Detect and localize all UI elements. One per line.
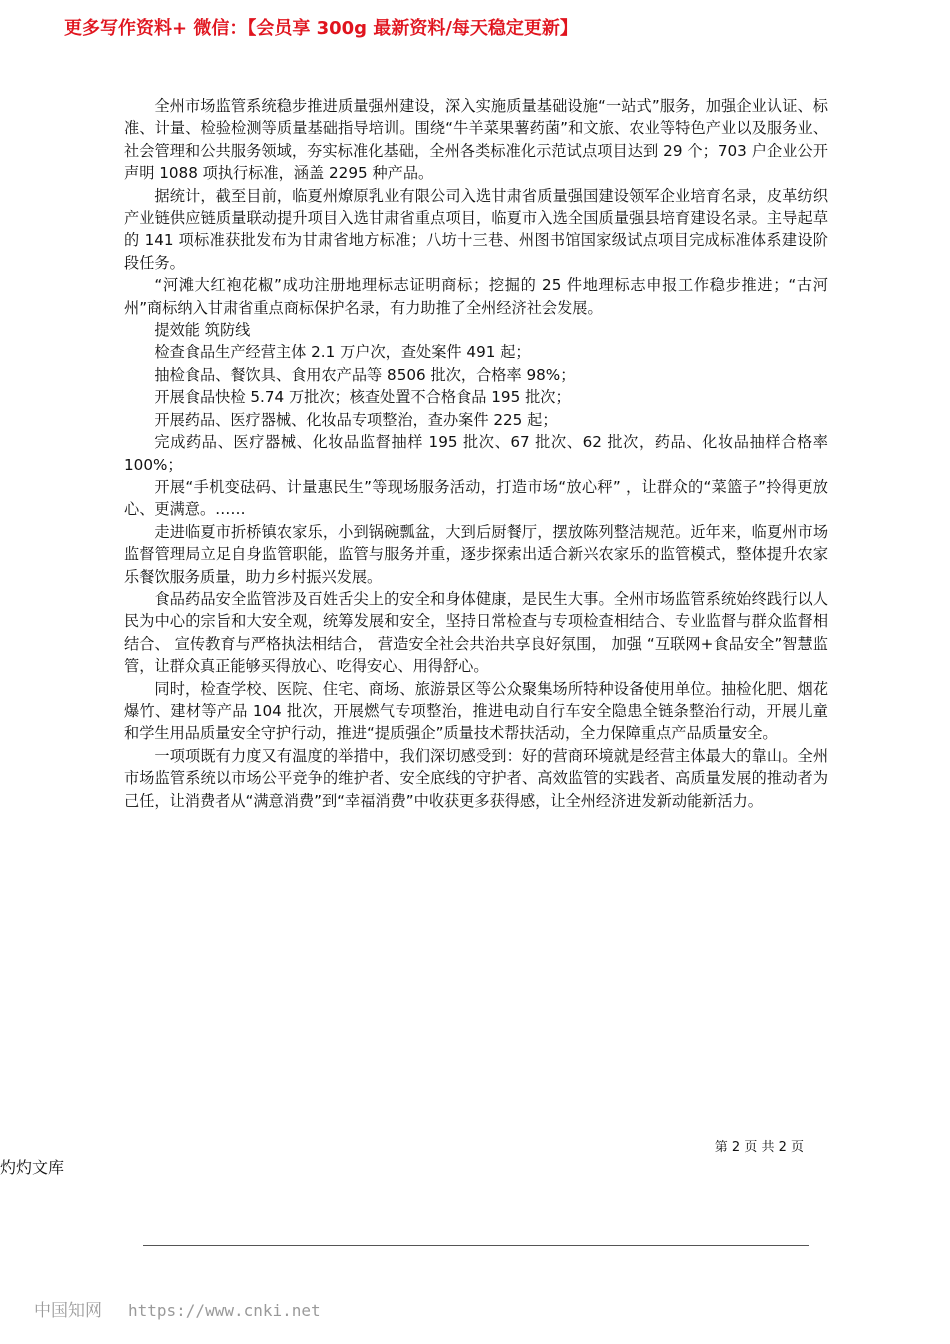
promo-banner: 更多写作资料+ 微信：【会员享 300g 最新资料/每天稳定更新】 <box>64 18 578 39</box>
watermark <box>34 1296 321 1321</box>
watermark-url: https://www.cnki.net <box>128 1301 321 1320</box>
page-number: 第 2 页 共 2 页 <box>714 1140 804 1155</box>
footer-divider <box>143 1245 809 1246</box>
paragraph: 食品药品安全监管涉及百姓舌尖上的安全和身体健康，是民生大事。全州市场监管系统始终践行以人民为中心的宗旨和大安全观，统筹发展和安全，坚持日常检查与专项检查相结合、专业监督与群众监督相结合、 宣传教育与严格执法相结合， 营造安全社会共治共享良好氛围， 加强 “互联网+食品安全”智慧监管，让群众真正能够买得放心、吃得安心、用得舒心。 <box>124 589 828 676</box>
library-name: 灼灼文库 <box>0 1158 65 1177</box>
paragraph: 全州市场监管系统稳步推进质量强州建设，深入实施质量基础设施“一站式”服务，加强企业认证、标准、计量、检验检测等质量基础指导培训。围绕“牛羊菜果薯药菌”和文旅、农业等特色产业以及服务业、社会管理和公共服务领域，夯实标准化基础，全州各类标准化示范试点项目达到 29 个；703 户企业公开声明 1088 项执行标准，涵盖 2295 种产品。 <box>124 97 828 183</box>
paragraph: “河滩大红袍花椒”成功注册地理标志证明商标；挖掘的 25 件地理标志申报工作稳步推进；“古河州”商标纳入甘肃省重点商标保护名录，有力助推了全州经济社会发展。 <box>124 276 828 317</box>
paragraph: 开展药品、医疗器械、化妆品专项整治，查办案件 225 起； <box>154 410 558 429</box>
watermark-name: 中国知网 <box>34 1301 102 1321</box>
paragraph: 检查食品生产经营主体 2.1 万户次，查处案件 491 起； <box>154 343 531 362</box>
section-heading: 提效能 筑防线 <box>154 321 251 340</box>
paragraph: 完成药品、医疗器械、化妆品监督抽样 195 批次、67 批次、62 批次，药品、化妆品抽样合格率 100%； <box>124 433 828 474</box>
paragraph: 开展食品快检 5.74 万批次；核查处置不合格食品 195 批次； <box>154 388 571 407</box>
paragraph: 走进临夏市折桥镇农家乐，小到锅碗瓢盆，大到后厨餐厅，摆放陈列整洁规范。近年来，临夏州市场监督管理局立足自身监管职能，监管与服务并重，逐步探索出适合新兴农家乐的监管模式，整体提升农家乐餐饮服务质量，助力乡村振兴发展。 <box>124 522 828 586</box>
paragraph: 开展“手机变砝码、计量惠民生”等现场服务活动，打造市场“放心秤” ，让群众的“菜篮子”拎得更放心、更满意。…… <box>124 477 828 519</box>
paragraph: 抽检食品、餐饮具、食用农产品等 8506 批次，合格率 98%； <box>154 365 576 384</box>
paragraph: 一项项既有力度又有温度的举措中，我们深切感受到：好的营商环境就是经营主体最大的靠山。全州市场监管系统以市场公平竞争的维护者、安全底线的守护者、高效监管的实践者、高质量发展的推动者为己任，让消费者从“满意消费”到“幸福消费”中收获更多获得感，让全州经济进发新动能新活力。 <box>124 746 828 810</box>
paragraph: 据统计，截至目前，临夏州燎原乳业有限公司入选甘肃省质量强国建设领军企业培育名录，皮革纺织产业链供应链质量联动提升项目入选甘肃省重点项目，临夏市入选全国质量强县培育建设名录。主导起草的 141 项标准获批发布为甘肃省地方标准；八坊十三巷、州图书馆国家级试点项目完成标准体系建设阶段任务。 <box>124 186 828 272</box>
paragraph: 同时，检查学校、医院、住宅、商场、旅游景区等公众聚集场所特种设备使用单位。抽检化肥、烟花爆竹、建材等产品 104 批次，开展燃气专项整治，推进电动自行车安全隐患全链条整治行动，开展儿童和学生用品质量安全守护行动，推进“提质强企”质量技术帮扶活动，全力保障重点产品质量安全。 <box>124 679 828 743</box>
document-body <box>124 95 828 812</box>
